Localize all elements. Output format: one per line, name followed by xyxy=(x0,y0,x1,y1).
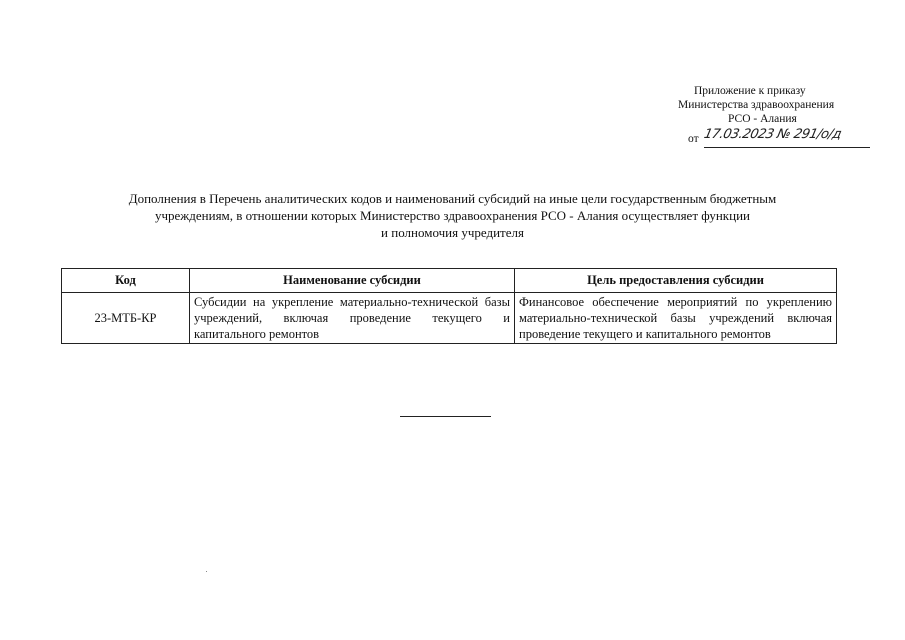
title-line-2: учреждениям, в отношении которых Министерство здравоохранения РСО - Алания осуществляет функции xyxy=(154,208,750,223)
appendix-line: Приложение к приказу xyxy=(694,85,806,97)
header-name: Наименование субсидии xyxy=(190,269,515,293)
document-title xyxy=(50,190,855,241)
header-code: Код xyxy=(62,269,190,293)
cell-code: 23-МТБ-КР xyxy=(62,293,190,344)
order-date-number xyxy=(660,128,875,150)
cell-purpose: Финансовое обеспечение мероприятий по укреплению материально-технической базы учреждений включая проведение текущего и капитального ремонтов xyxy=(515,293,837,344)
scan-speck xyxy=(206,571,207,572)
header-purpose: Цель предоставления субсидии xyxy=(515,269,837,293)
appendix-header xyxy=(660,84,875,150)
table-row xyxy=(62,293,837,344)
order-underline xyxy=(704,147,870,148)
ministry-line: Министерства здравоохранения xyxy=(678,99,835,111)
order-prefix: от xyxy=(688,133,699,145)
end-rule-divider xyxy=(400,416,491,417)
handwritten-order-number: 17.03.2023 № 291/о/д xyxy=(702,127,843,142)
cell-name: Субсидии на укрепление материально-технической базы учреждений, включая проведение текущего и капитального ремонтов xyxy=(190,293,515,344)
title-line-1: Дополнения в Перечень аналитических кодов и наименований субсидий на иные цели государственным бюджетным xyxy=(128,191,777,206)
title-line-3: и полномочия учредителя xyxy=(381,225,524,240)
subsidy-table xyxy=(61,268,837,344)
table-header-row xyxy=(62,269,837,293)
region-line: РСО - Алания xyxy=(728,113,797,125)
